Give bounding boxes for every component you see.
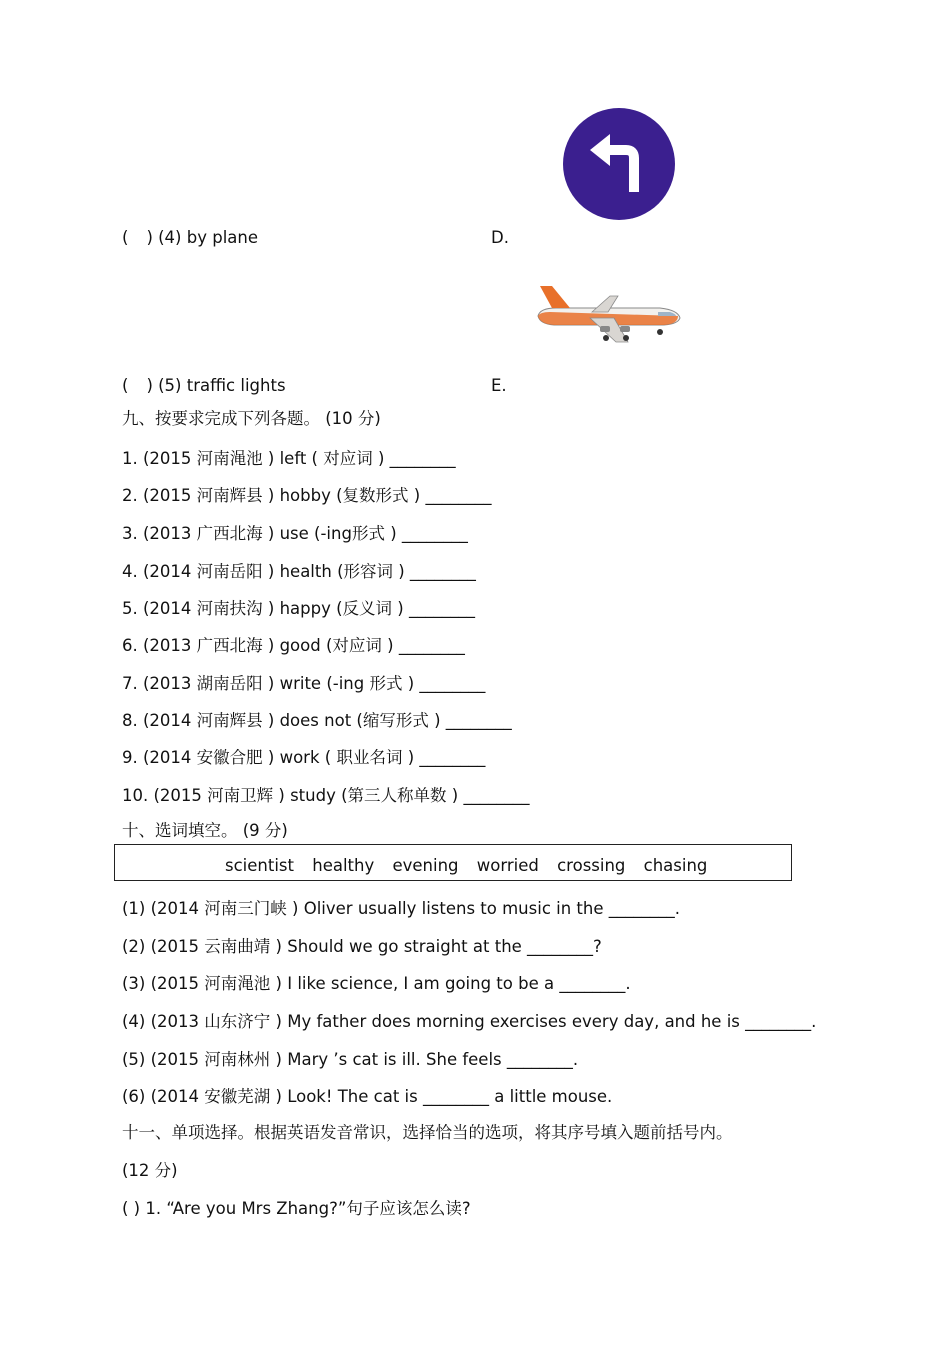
question-item: 5. (2014 河南扶沟 ) happy (反义词 ) ________ bbox=[122, 599, 475, 618]
word-bank-word: crossing bbox=[557, 856, 626, 875]
question-item: 1. (2015 河南渑池 ) left ( 对应词 ) ________ bbox=[122, 449, 456, 468]
word-bank-word: evening bbox=[392, 856, 459, 875]
option-letter: E. bbox=[491, 376, 507, 395]
word-bank-box bbox=[114, 844, 792, 881]
matching-item-text: (5) traffic lights bbox=[158, 376, 286, 395]
matching-item bbox=[122, 376, 286, 395]
option-letter: D. bbox=[491, 228, 509, 247]
question-item: (6) (2014 安徽芜湖 ) Look! The cat is ________ a little mouse. bbox=[122, 1087, 613, 1106]
word-bank bbox=[225, 856, 720, 875]
word-bank-word: chasing bbox=[643, 856, 708, 875]
question-item: (4) (2013 山东济宁 ) My father does morning exercises every day, and he is ________. bbox=[122, 1012, 817, 1031]
word-bank-word: healthy bbox=[312, 856, 375, 875]
question-item: 7. (2013 湖南岳阳 ) write (-ing 形式 ) ________ bbox=[122, 674, 486, 693]
answer-paren-open[interactable]: ( bbox=[122, 228, 129, 247]
question-item: 8. (2014 河南辉县 ) does not (缩写形式 ) ________ bbox=[122, 711, 512, 730]
question-item: (2) (2015 云南曲靖 ) Should we go straight at the ________? bbox=[122, 937, 602, 956]
airplane-icon bbox=[530, 282, 682, 346]
matching-item-text: (4) by plane bbox=[158, 228, 259, 247]
section-heading: 九、按要求完成下列各题。 (10 分) bbox=[122, 409, 381, 428]
answer-paren-close: ) bbox=[146, 228, 153, 247]
question-item: ( ) 1. “Are you Mrs Zhang?”句子应该怎么读? bbox=[122, 1199, 471, 1218]
question-item: (5) (2015 河南林州 ) Mary ’s cat is ill. She feels ________. bbox=[122, 1050, 579, 1069]
section-heading-cont: (12 分) bbox=[122, 1161, 178, 1180]
question-item: 10. (2015 河南卫辉 ) study (第三人称单数 ) ________ bbox=[122, 786, 530, 805]
question-item: 9. (2014 安徽合肥 ) work ( 职业名词 ) ________ bbox=[122, 748, 486, 767]
question-item: 4. (2014 河南岳阳 ) health (形容词 ) ________ bbox=[122, 562, 476, 581]
answer-paren-open[interactable]: ( bbox=[122, 376, 129, 395]
question-item: (1) (2014 河南三门峡 ) Oliver usually listens to music in the ________. bbox=[122, 899, 680, 918]
word-bank-word: scientist bbox=[225, 856, 294, 875]
section-heading: 十一、单项选择。根据英语发音常识，选择恰当的选项，将其序号填入题前括号内。 bbox=[122, 1123, 733, 1142]
turn-left-sign-icon bbox=[560, 106, 680, 224]
matching-item bbox=[122, 228, 258, 247]
section-heading: 十、选词填空。 (9 分) bbox=[122, 821, 288, 840]
question-item: 6. (2013 广西北海 ) good (对应词 ) ________ bbox=[122, 636, 465, 655]
word-bank-word: worried bbox=[476, 856, 539, 875]
question-item: 3. (2013 广西北海 ) use (-ing形式 ) ________ bbox=[122, 524, 468, 543]
question-item: 2. (2015 河南辉县 ) hobby (复数形式 ) ________ bbox=[122, 486, 492, 505]
answer-paren-close: ) bbox=[146, 376, 153, 395]
question-item: (3) (2015 河南渑池 ) I like science, I am going to be a ________. bbox=[122, 974, 631, 993]
